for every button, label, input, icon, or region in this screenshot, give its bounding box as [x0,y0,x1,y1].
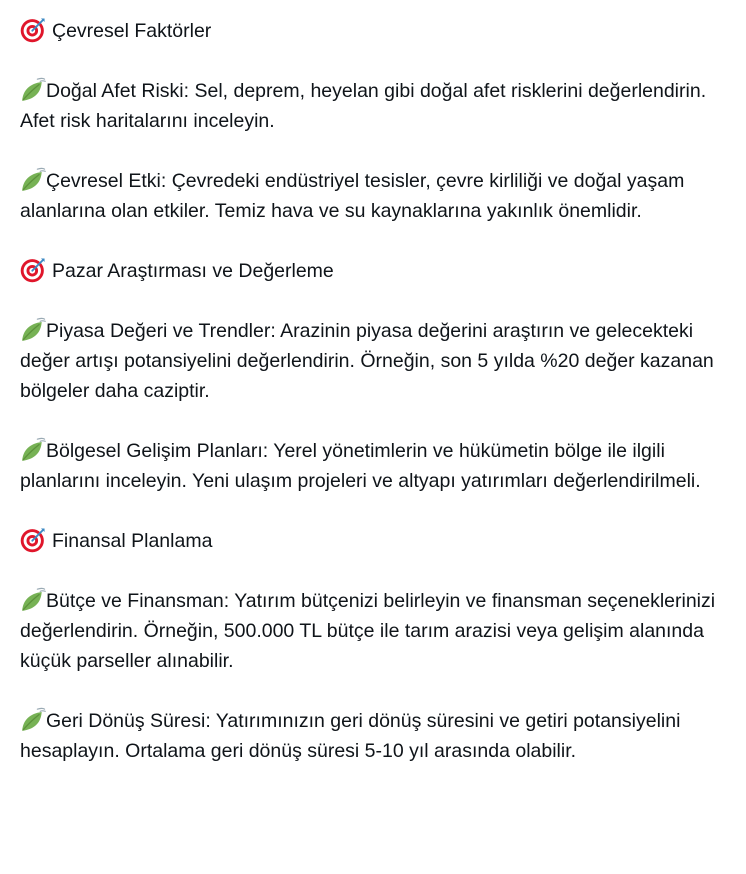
item-regional-development-plans [20,436,732,496]
item-text: Piyasa Değeri ve Trendler: Arazinin piyasa değerini araştırın ve gelecekteki değer artışı potansiyelini değerlendirin. Örneğin, son 5 yılda %20 değer kazanan bölgeler daha caziptir. [20,320,714,402]
leaf-fluttering-icon [20,167,46,193]
heading-text: Pazar Araştırması ve Değerleme [52,260,334,282]
item-environmental-impact [20,166,732,226]
item-market-value-trends [20,316,732,406]
section-heading-market-research [20,256,732,286]
leaf-fluttering-icon [20,317,46,343]
item-text: Çevresel Etki: Çevredeki endüstriyel tesisler, çevre kirliliği ve doğal yaşam alanlarına olan etkiler. Temiz hava ve su kaynaklarına yakınlık önemlidir. [20,170,685,222]
leaf-fluttering-icon [20,587,46,613]
item-text: Bölgesel Gelişim Planları: Yerel yönetimlerin ve hükümetin bölge ile ilgili planlarını inceleyin. Yeni ulaşım projeleri ve altyapı yatırımları değerlendirilmeli. [20,440,701,492]
heading-text: Çevresel Faktörler [52,20,212,42]
item-natural-disaster-risk [20,76,732,136]
item-payback-period [20,706,732,766]
item-text: Geri Dönüş Süresi: Yatırımınızın geri dönüş süresini ve getiri potansiyelini hesaplayın. Ortalama geri dönüş süresi 5-10 yıl arasında olabilir. [20,710,681,762]
leaf-fluttering-icon [20,707,46,733]
heading-text: Finansal Planlama [52,530,213,552]
section-heading-financial-planning [20,526,732,556]
item-budget-financing [20,586,732,676]
direct-hit-target-icon [20,17,46,43]
direct-hit-target-icon [20,527,46,553]
section-heading-environmental-factors [20,16,732,46]
item-text: Doğal Afet Riski: Sel, deprem, heyelan gibi doğal afet risklerini değerlendirin. Afet risk haritalarını inceleyin. [20,80,707,132]
direct-hit-target-icon [20,257,46,283]
item-text: Bütçe ve Finansman: Yatırım bütçenizi belirleyin ve finansman seçeneklerinizi değerlendirin. Örneğin, 500.000 TL bütçe ile tarım arazisi veya gelişim alanında küçük parseller alınabilir. [20,590,716,672]
leaf-fluttering-icon [20,437,46,463]
leaf-fluttering-icon [20,77,46,103]
